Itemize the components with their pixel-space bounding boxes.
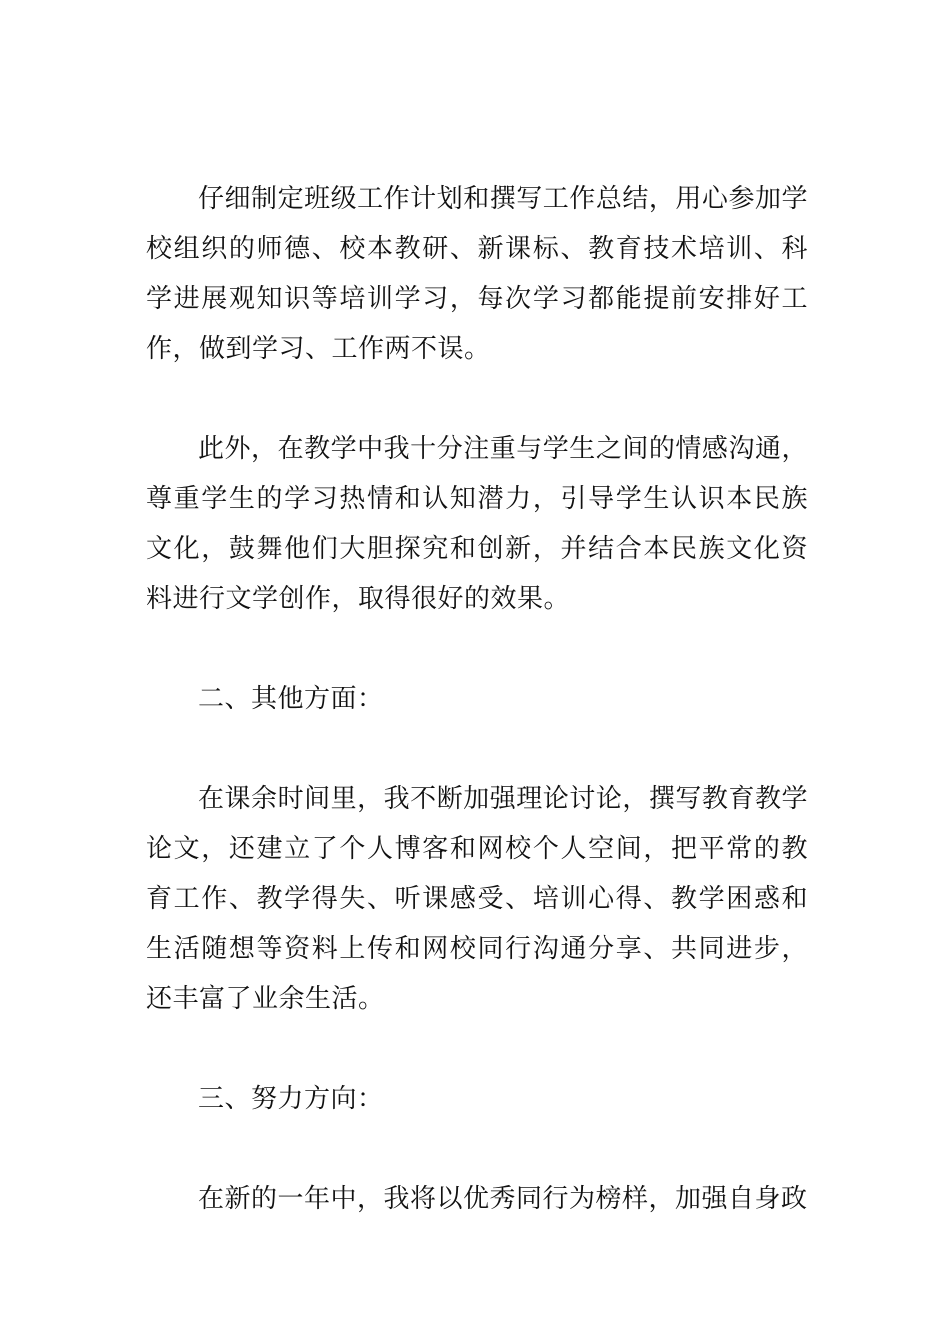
paragraph-work-plan: 仔细制定班级工作计划和撰写工作总结，用心参加学校组织的师德、校本教研、新课标、教育技术培训、科学进展观知识等培训学习，每次学习都能提前安排好工作，做到学习、工作两不误。 [146, 184, 808, 364]
document-body [146, 174, 808, 1274]
paragraph-emotional-communication: 此外，在教学中我十分注重与学生之间的情感沟通，尊重学生的学习热情和认知潜力，引导学生认识本民族文化，鼓舞他们大胆探究和创新，并结合本民族文化资料进行文学创作，取得很好的效果。 [146, 434, 808, 614]
section-heading-other-aspects: 二、其他方面： [198, 684, 384, 714]
paragraph-new-year: 在新的一年中，我将以优秀同行为榜样，加强自身政 [198, 1184, 808, 1214]
paragraph-spare-time: 在课余时间里，我不断加强理论讨论，撰写教育教学论文，还建立了个人博客和网校个人空间，把平常的教育工作、教学得失、听课感受、培训心得、教学困惑和生活随想等资料上传和网校同行沟通分享、共同进步，还丰富了业余生活。 [146, 784, 808, 1014]
section-heading-efforts-direction: 三、努力方向： [198, 1084, 384, 1114]
